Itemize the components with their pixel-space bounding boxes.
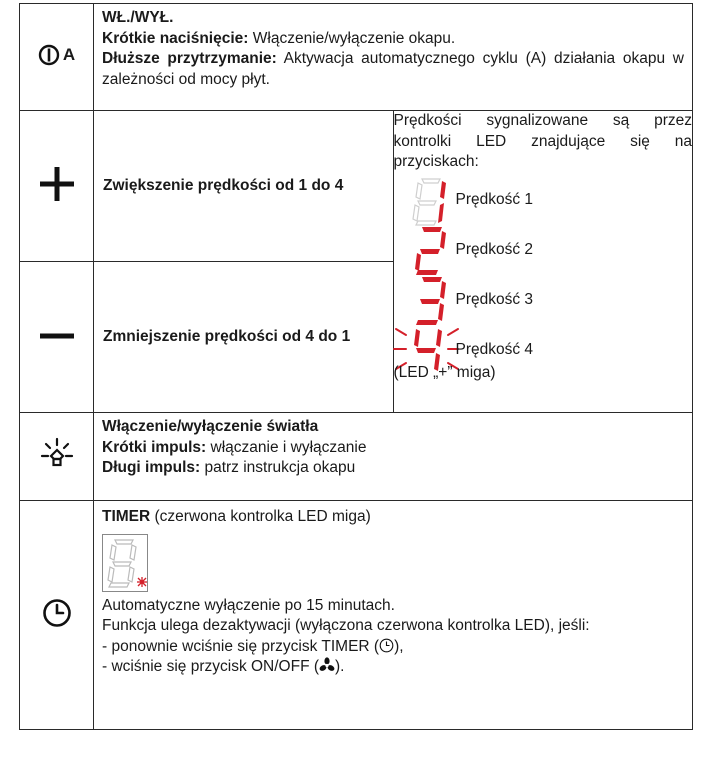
light-short-label: Krótki impuls: bbox=[102, 438, 207, 456]
timer-title-note: (czerwona kontrolka LED miga) bbox=[150, 508, 371, 525]
timer-line1: Automatyczne wyłączenie po 15 minutach. bbox=[102, 596, 395, 614]
timer-icon-cell bbox=[20, 501, 94, 730]
timer-bullet1-pre: - ponownie wciśnie się przycisk TIMER ( bbox=[102, 637, 380, 655]
power-long-text: Aktywacja automatycznego cyklu (A) działania okapu w zależności od mocy płyt. bbox=[102, 50, 684, 88]
timer-bullet2-post: ). bbox=[335, 658, 345, 675]
speed-up-cell bbox=[94, 111, 394, 262]
speed-down-text: Zmniejszenie prędkości od 4 do 1 bbox=[103, 327, 351, 345]
speed-up-text: Zwiększenie prędkości od 1 do 4 bbox=[103, 176, 344, 194]
timer-bullet2-pre: - wciśnie się przycisk ON/OFF ( bbox=[102, 658, 320, 675]
light-long-label: Długi impuls: bbox=[102, 459, 201, 476]
timer-line2: Funkcja ulega dezaktywacji (wyłączona czerwona kontrolka LED), jeśli: bbox=[102, 617, 590, 634]
light-long-text: patrz instrukcja okapu bbox=[200, 459, 356, 476]
light-bulb-icon bbox=[40, 437, 74, 471]
minus-icon-cell bbox=[20, 262, 94, 413]
fan-icon bbox=[319, 657, 335, 673]
speeds-footnote: (LED „+” miga) bbox=[393, 363, 496, 381]
row-timer bbox=[20, 501, 693, 730]
row-light bbox=[20, 413, 693, 501]
speed-1-label: Prędkość 1 bbox=[455, 190, 534, 208]
light-short bbox=[102, 438, 684, 459]
speeds-intro: Prędkości sygnalizowane są przez kontrolki LED znajdujące się na przyciskach: bbox=[393, 112, 692, 170]
power-long bbox=[102, 49, 684, 90]
auto-letter: A bbox=[62, 44, 76, 64]
minus-icon bbox=[40, 331, 74, 341]
led-digit-1-icon bbox=[410, 175, 454, 227]
instruction-table bbox=[19, 3, 693, 730]
speed-3-label: Prędkość 3 bbox=[455, 290, 534, 308]
power-short-label: Krótkie naciśnięcie: bbox=[102, 29, 249, 47]
speed-4-label: Prędkość 4 bbox=[455, 340, 534, 358]
power-title: WŁ./WYŁ. bbox=[102, 9, 174, 26]
power-short bbox=[102, 29, 684, 50]
power-short-text: Włączenie/wyłączenie okapu. bbox=[248, 29, 456, 47]
timer-heading bbox=[102, 507, 684, 528]
timer-button-icon bbox=[379, 638, 394, 653]
led-digit-2-icon bbox=[410, 225, 454, 277]
power-text-cell bbox=[94, 4, 693, 111]
power-icon bbox=[38, 44, 75, 66]
speeds-cell bbox=[393, 111, 693, 413]
timer-bullet1-post: ), bbox=[394, 637, 404, 655]
light-long bbox=[102, 458, 684, 479]
light-icon-cell bbox=[20, 413, 94, 501]
speed-list bbox=[394, 173, 693, 405]
speed-2-label: Prędkość 2 bbox=[455, 240, 534, 258]
timer-text-cell bbox=[94, 501, 693, 730]
row-speed-up bbox=[20, 111, 693, 262]
power-icon-cell bbox=[20, 4, 94, 111]
clock-icon bbox=[42, 598, 72, 628]
speed-down-cell bbox=[94, 262, 394, 413]
timer-title: TIMER bbox=[102, 508, 151, 525]
power-long-label: Dłuższe przytrzymanie: bbox=[102, 50, 277, 67]
led-eight-dim-icon bbox=[103, 535, 147, 591]
timer-bullet1 bbox=[102, 637, 684, 658]
timer-bullet2 bbox=[102, 657, 684, 678]
row-power bbox=[20, 4, 693, 111]
plus-icon-cell bbox=[20, 111, 94, 262]
light-short-text: włączanie i wyłączanie bbox=[206, 438, 367, 456]
timer-led-display bbox=[102, 534, 148, 592]
light-title: Włączenie/wyłączenie światła bbox=[102, 418, 319, 435]
plus-icon bbox=[40, 167, 74, 201]
light-text-cell bbox=[94, 413, 693, 501]
led-digit-3-icon bbox=[410, 275, 454, 327]
